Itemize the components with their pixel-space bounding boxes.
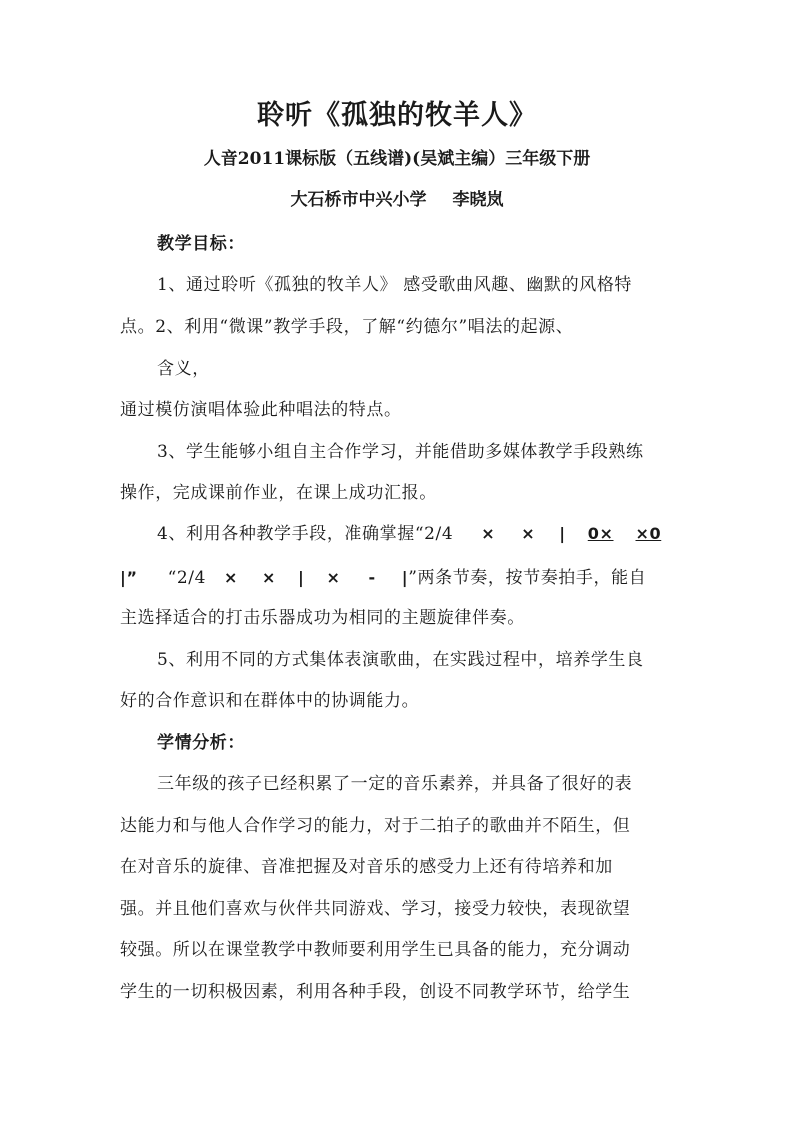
- goals-line-8: [120, 566, 646, 590]
- goals-line-4: 通过模仿演唱体验此种唱法的特点。: [120, 400, 402, 420]
- analysis-line-4: 强。并且他们喜欢与伙伴共同游戏、学习，接受力较快，表现欲望: [120, 899, 631, 919]
- analysis-line-2: 达能力和与他人合作学习的能力，对于二拍子的歌曲并不陌生，但: [120, 816, 631, 836]
- analysis-line-3: 在对音乐的旋律、音准把握及对音乐的感受力上还有待培养和加: [120, 857, 613, 877]
- author-school: 大石桥市中兴小学: [290, 190, 427, 210]
- goals-line-6: 操作，完成课前作业，在课上成功汇报。: [120, 483, 437, 503]
- goals-line-5: 3、学生能够小组自主合作学习，并能借助多媒体教学手段熟练: [157, 442, 644, 462]
- goals-line-8-suffix: ”两条节奏，按节奏拍手，能自: [408, 568, 647, 588]
- author-line: [0, 188, 794, 212]
- rhythm2-bar-1: |: [298, 568, 305, 587]
- rhythm1-bar: |: [559, 524, 566, 543]
- goals-line-3: 含义，: [157, 359, 210, 379]
- rhythm1-beat-3: 0×: [587, 524, 614, 543]
- rhythm-pattern-1: [481, 524, 661, 543]
- goals-line-2: 点。2、利用“微课”教学手段，了解“约德尔”唱法的起源、: [120, 317, 574, 337]
- rhythm2-prefix: “2/4: [167, 568, 207, 588]
- rhythm2-note-1: ×: [224, 568, 239, 587]
- document-title: 聆听《孤独的牧羊人》: [257, 100, 537, 131]
- analysis-heading: 学情分析：: [157, 733, 245, 753]
- rhythm1-note-1: ×: [481, 524, 496, 543]
- goals-line-11: 好的合作意识和在群体中的协调能力。: [120, 691, 420, 711]
- rhythm2-bar-2: |: [401, 568, 409, 587]
- rhythm1-closing: |”: [120, 568, 138, 587]
- rhythm-pattern-2: [224, 568, 408, 587]
- goals-line-1: 1、通过聆听《孤独的牧羊人》 感受歌曲风趣、幽默的风格特: [157, 275, 633, 295]
- rhythm1-note-2: ×: [521, 524, 536, 543]
- goals-line-10: 5、利用不同的方式集体表演歌曲，在实践过程中，培养学生良: [157, 650, 644, 670]
- analysis-line-6: 学生的一切积极因素，利用各种手段，创设不同教学环节，给学生: [120, 982, 631, 1002]
- goals-heading: 教学目标：: [157, 234, 245, 254]
- analysis-line-5: 较强。所以在课堂教学中教师要利用学生已具备的能力，充分调动: [120, 940, 631, 960]
- rhythm2-dash: -: [368, 568, 376, 587]
- goals-line-9: 主选择适合的打击乐器成功为相同的主题旋律伴奏。: [120, 608, 525, 628]
- document-subtitle: 人音2011课标版（五线谱)(吴斌主编）三年级下册: [203, 149, 591, 169]
- rhythm2-note-3: ×: [326, 568, 341, 587]
- goals-line-7-prefix: 4、利用各种教学手段，准确掌握“2/4: [157, 524, 454, 544]
- rhythm1-beat-4: ×0: [635, 524, 662, 543]
- goals-line-7: [157, 522, 661, 546]
- analysis-line-1: 三年级的孩子已经积累了一定的音乐素养，并具备了很好的表: [157, 774, 633, 794]
- rhythm2-note-2: ×: [262, 568, 277, 587]
- author-name: 李晓岚: [452, 190, 504, 210]
